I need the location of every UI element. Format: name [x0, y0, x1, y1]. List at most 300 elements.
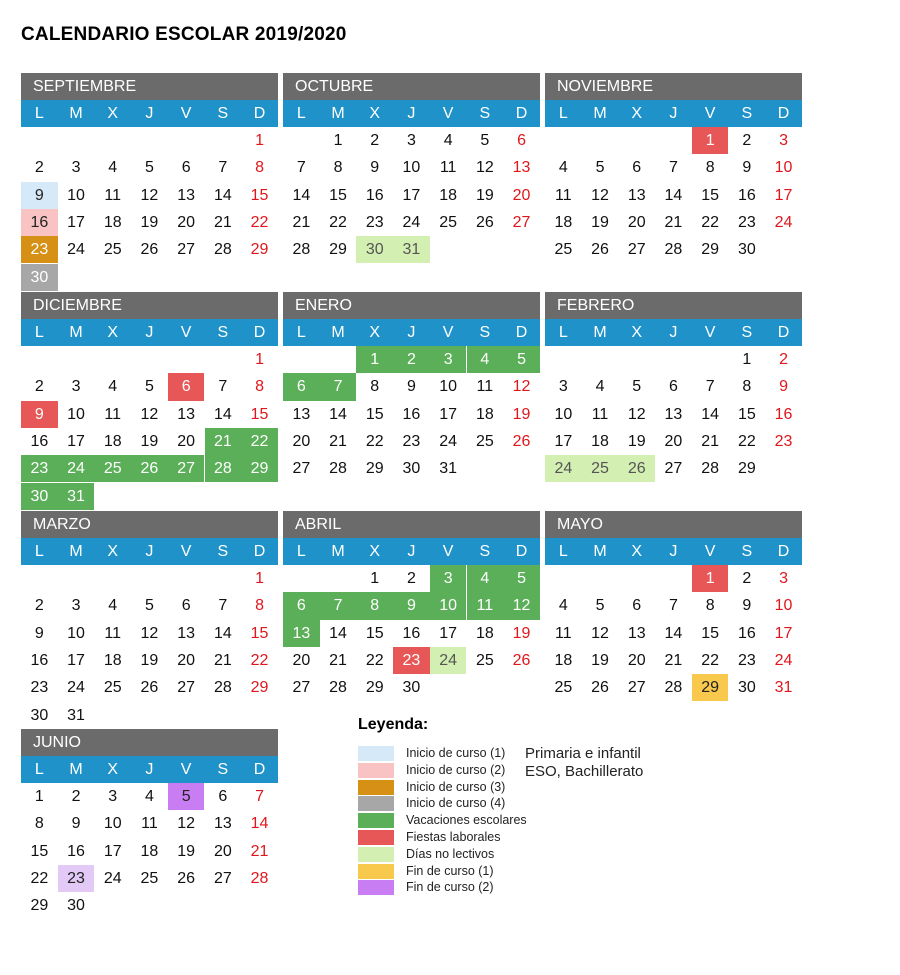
weekday-label: D [253, 761, 266, 778]
weekday-label: V [180, 105, 192, 122]
day-cell: 10 [103, 815, 122, 833]
weekday-label: X [107, 324, 119, 341]
weekday-header [283, 538, 540, 565]
month-name: NOVIEMBRE [545, 73, 802, 100]
day-cell: 22 [241, 428, 278, 455]
day-cell: 11 [104, 186, 122, 204]
weekday-label: L [558, 543, 568, 560]
day-cell: 21 [213, 213, 232, 231]
day-cell: 4 [108, 378, 118, 396]
day-cell: 17 [67, 651, 85, 669]
day-cell: 29 [737, 460, 756, 478]
day-grid [283, 127, 540, 319]
day-cell: 7 [705, 378, 715, 396]
day-cell: 2 [34, 597, 44, 615]
day-cell: 24 [103, 869, 122, 887]
day-cell: 21 [329, 651, 347, 669]
day-cell: 15 [250, 405, 269, 423]
weekday-label: J [407, 543, 416, 560]
weekday-label: M [331, 105, 345, 122]
day-cell: 15 [30, 842, 49, 860]
day-cell: 12 [177, 815, 196, 833]
weekday-label: D [777, 543, 790, 560]
day-cell: 20 [292, 432, 311, 450]
day-cell: 23 [402, 432, 421, 450]
day-cell: 18 [554, 651, 573, 669]
weekday-label: S [741, 105, 753, 122]
weekday-label: J [145, 543, 154, 560]
day-cell: 5 [168, 783, 205, 810]
month-marzo [21, 511, 278, 757]
day-cell: 29 [241, 455, 278, 482]
day-cell: 19 [140, 651, 159, 669]
day-cell: 19 [140, 213, 159, 231]
day-cell: 13 [177, 624, 196, 642]
day-cell: 25 [554, 241, 573, 259]
day-cell: 23 [774, 432, 793, 450]
day-cell: 10 [402, 159, 421, 177]
month-name: DICIEMBRE [21, 292, 278, 319]
weekday-label: L [558, 105, 568, 122]
day-cell: 24 [402, 213, 421, 231]
day-cell: 9 [34, 624, 44, 642]
day-cell: 30 [21, 264, 58, 291]
legend-item [358, 846, 658, 863]
day-cell: 9 [779, 378, 788, 396]
day-cell: 16 [737, 624, 756, 642]
day-cell: 26 [140, 679, 159, 697]
day-cell: 2 [393, 346, 430, 373]
day-cell: 25 [94, 455, 131, 482]
day-cell: 24 [545, 455, 582, 482]
day-cell: 24 [430, 647, 467, 674]
day-cell: 21 [250, 842, 269, 860]
day-cell: 16 [402, 405, 421, 423]
weekday-label: S [217, 761, 229, 778]
day-cell: 12 [591, 186, 609, 204]
legend-label: Inicio de curso (3) [406, 779, 506, 794]
day-cell: 28 [701, 460, 720, 478]
day-cell: 14 [292, 186, 311, 204]
weekday-label: S [217, 105, 229, 122]
day-cell: 24 [58, 455, 95, 482]
day-cell: 26 [131, 455, 168, 482]
month-mayo [545, 511, 802, 757]
day-cell: 14 [213, 405, 232, 423]
weekday-label: M [69, 324, 83, 341]
day-cell: 25 [103, 241, 122, 259]
day-cell: 4 [108, 159, 118, 177]
day-cell: 19 [512, 405, 531, 423]
day-cell: 17 [554, 432, 573, 450]
weekday-label: L [34, 761, 44, 778]
weekday-label: S [479, 543, 491, 560]
day-cell: 27 [177, 679, 196, 697]
legend-title: Leyenda: [358, 716, 429, 733]
day-cell: 28 [213, 679, 232, 697]
day-cell: 4 [467, 346, 504, 373]
weekday-label: J [407, 105, 416, 122]
day-cell: 1 [742, 351, 752, 368]
day-cell: 4 [595, 378, 605, 396]
weekday-header [21, 319, 278, 346]
weekday-label: L [34, 543, 44, 560]
day-cell: 3 [406, 132, 416, 149]
day-cell: 11 [104, 624, 122, 642]
day-cell: 18 [591, 432, 609, 450]
day-cell: 4 [108, 597, 118, 615]
day-cell: 22 [250, 213, 269, 231]
day-cell: 1 [333, 132, 343, 149]
weekday-label: V [442, 324, 454, 341]
weekday-header [545, 100, 802, 127]
day-cell: 8 [34, 815, 44, 833]
day-grid [545, 127, 802, 319]
day-cell: 31 [393, 236, 430, 263]
day-cell: 19 [591, 213, 609, 231]
day-cell: 25 [439, 213, 458, 231]
day-cell: 17 [103, 842, 122, 860]
day-cell: 6 [632, 159, 642, 177]
day-cell: 9 [406, 378, 416, 396]
weekday-label: D [515, 543, 528, 560]
day-cell: 3 [558, 378, 568, 396]
legend-note-eso: ESO, Bachillerato [525, 763, 644, 780]
day-cell: 29 [30, 897, 49, 915]
day-cell: 5 [480, 132, 490, 149]
weekday-label: V [180, 761, 192, 778]
day-cell: 12 [475, 159, 494, 177]
day-cell: 23 [365, 213, 384, 231]
day-cell: 5 [595, 597, 605, 615]
day-cell: 26 [618, 455, 655, 482]
day-cell: 3 [71, 378, 81, 396]
day-cell: 7 [320, 373, 357, 400]
day-cell: 24 [774, 213, 793, 231]
day-cell: 4 [467, 565, 504, 592]
day-cell: 18 [554, 213, 573, 231]
day-cell: 28 [213, 241, 232, 259]
day-grid [283, 346, 540, 538]
legend-label: Fiestas laborales [406, 830, 501, 844]
day-cell: 7 [218, 597, 228, 615]
day-cell: 26 [177, 869, 196, 887]
day-cell: 16 [21, 209, 58, 236]
page-title: CALENDARIO ESCOLAR 2019/2020 [21, 24, 347, 45]
day-cell: 10 [67, 405, 85, 423]
day-cell: 7 [296, 159, 306, 177]
day-cell: 7 [320, 592, 357, 619]
weekday-label: M [69, 543, 83, 560]
day-cell: 5 [595, 159, 605, 177]
weekday-label: J [669, 105, 678, 122]
weekday-header [283, 319, 540, 346]
day-cell: 4 [558, 597, 568, 615]
legend-swatch [358, 746, 394, 761]
day-cell: 19 [140, 432, 159, 450]
day-cell: 20 [177, 213, 196, 231]
legend-item [358, 879, 658, 896]
day-cell: 14 [213, 186, 232, 204]
month-febrero [545, 292, 802, 538]
day-cell: 29 [692, 674, 729, 701]
day-cell: 23 [737, 213, 756, 231]
weekday-label: D [777, 324, 790, 341]
day-cell: 17 [774, 624, 793, 642]
day-cell: 28 [329, 460, 347, 478]
day-cell: 22 [737, 432, 756, 450]
day-cell: 30 [737, 679, 756, 697]
legend-swatch [358, 880, 394, 895]
day-cell: 28 [329, 679, 347, 697]
month-name: SEPTIEMBRE [21, 73, 278, 100]
day-cell: 13 [177, 405, 196, 423]
day-cell: 17 [774, 186, 793, 204]
day-cell: 27 [627, 241, 646, 259]
day-cell: 30 [402, 460, 421, 478]
day-cell: 13 [283, 620, 320, 647]
weekday-label: J [669, 324, 678, 341]
day-cell: 30 [30, 706, 49, 724]
day-cell: 28 [292, 241, 311, 259]
day-cell: 11 [141, 815, 158, 833]
weekday-label: X [631, 543, 643, 560]
day-cell: 6 [632, 597, 642, 615]
weekday-header [21, 100, 278, 127]
legend-label: Fin de curso (2) [406, 880, 494, 895]
day-cell: 13 [512, 159, 531, 177]
day-cell: 25 [582, 455, 619, 482]
day-cell: 6 [181, 159, 191, 177]
day-cell: 20 [627, 651, 646, 669]
legend-swatch [358, 830, 394, 845]
weekday-label: X [107, 105, 119, 122]
day-cell: 2 [370, 132, 380, 149]
day-cell: 25 [554, 679, 573, 697]
weekday-label: M [331, 324, 345, 341]
month-noviembre [545, 73, 802, 319]
day-cell: 19 [627, 432, 646, 450]
weekday-label: M [331, 543, 345, 560]
weekday-label: D [777, 105, 790, 122]
day-cell: 15 [365, 624, 384, 642]
weekday-label: S [741, 324, 753, 341]
month-name: ABRIL [283, 511, 540, 538]
day-cell: 31 [774, 679, 793, 697]
legend-swatch [358, 864, 394, 879]
day-cell: 10 [774, 597, 793, 615]
day-cell: 31 [439, 460, 458, 478]
day-cell: 9 [393, 592, 430, 619]
day-cell: 8 [742, 378, 752, 396]
day-cell: 6 [517, 132, 526, 149]
month-junio [21, 729, 278, 975]
day-cell: 17 [402, 186, 421, 204]
day-cell: 12 [591, 624, 609, 642]
day-cell: 10 [554, 405, 573, 423]
day-cell: 28 [205, 455, 242, 482]
day-cell: 27 [292, 460, 311, 478]
day-cell: 24 [774, 651, 793, 669]
day-cell: 12 [140, 405, 159, 423]
legend-swatch [358, 796, 394, 811]
day-grid [21, 346, 278, 538]
legend-label: Inicio de curso (4) [406, 796, 506, 811]
day-cell: 23 [30, 679, 49, 697]
weekday-label: L [296, 543, 306, 560]
weekday-label: J [669, 543, 678, 560]
legend-label: Días no lectivos [406, 846, 495, 861]
day-cell: 1 [34, 788, 44, 805]
day-cell: 5 [144, 378, 154, 396]
weekday-label: D [515, 324, 528, 341]
day-grid [21, 783, 278, 975]
day-cell: 4 [443, 132, 453, 149]
day-cell: 13 [627, 186, 646, 204]
day-cell: 5 [144, 597, 154, 615]
day-cell: 11 [467, 592, 504, 619]
day-cell: 9 [742, 159, 752, 177]
legend-swatch [358, 780, 394, 795]
day-cell: 31 [58, 483, 95, 510]
weekday-label: M [593, 105, 607, 122]
day-cell: 26 [591, 241, 609, 259]
day-cell: 3 [779, 570, 788, 587]
weekday-label: X [369, 105, 381, 122]
day-cell: 16 [30, 651, 49, 669]
weekday-label: V [704, 324, 716, 341]
day-cell: 8 [705, 597, 715, 615]
day-cell: 1 [255, 351, 264, 368]
day-cell: 16 [365, 186, 384, 204]
day-cell: 7 [668, 159, 678, 177]
day-cell: 16 [737, 186, 756, 204]
day-cell: 29 [701, 241, 720, 259]
weekday-label: V [704, 105, 716, 122]
legend-item [358, 829, 658, 846]
day-cell: 1 [356, 346, 393, 373]
day-cell: 15 [701, 186, 720, 204]
day-cell: 30 [737, 241, 756, 259]
month-name: MAYO [545, 511, 802, 538]
legend-swatch [358, 763, 394, 778]
weekday-label: D [253, 324, 266, 341]
weekday-label: X [631, 324, 643, 341]
day-cell: 19 [177, 842, 196, 860]
day-cell: 8 [370, 378, 380, 396]
legend-item [358, 795, 658, 812]
legend-label: Fin de curso (1) [406, 863, 494, 878]
day-cell: 14 [701, 405, 720, 423]
day-cell: 14 [664, 186, 683, 204]
weekday-label: J [145, 105, 154, 122]
day-cell: 23 [58, 865, 95, 892]
weekday-label: J [407, 324, 416, 341]
day-cell: 26 [475, 213, 494, 231]
day-cell: 7 [668, 597, 678, 615]
day-cell: 26 [512, 432, 531, 450]
day-cell: 2 [34, 378, 44, 396]
day-cell: 23 [21, 236, 58, 263]
day-cell: 12 [512, 378, 531, 396]
month-diciembre [21, 292, 278, 538]
day-cell: 25 [140, 869, 159, 887]
day-cell: 29 [250, 241, 269, 259]
day-cell: 1 [255, 132, 264, 149]
day-cell: 10 [67, 624, 85, 642]
day-cell: 15 [737, 405, 756, 423]
day-cell: 26 [512, 651, 531, 669]
day-cell: 2 [742, 132, 752, 149]
month-enero [283, 292, 540, 538]
day-cell: 30 [356, 236, 393, 263]
day-cell: 28 [250, 869, 269, 887]
legend-item [358, 812, 658, 829]
weekday-header [545, 538, 802, 565]
legend-note-primaria: Primaria e infantil [525, 745, 641, 762]
day-cell: 22 [250, 651, 269, 669]
day-cell: 10 [430, 592, 467, 619]
day-cell: 5 [144, 159, 154, 177]
day-cell: 18 [140, 842, 159, 860]
day-cell: 1 [370, 570, 380, 587]
day-cell: 29 [365, 460, 384, 478]
day-cell: 23 [21, 455, 58, 482]
day-cell: 20 [627, 213, 646, 231]
day-cell: 9 [71, 815, 81, 833]
day-cell: 7 [218, 378, 228, 396]
day-cell: 21 [329, 432, 347, 450]
day-cell: 5 [503, 565, 540, 592]
day-cell: 17 [67, 432, 85, 450]
weekday-header [21, 538, 278, 565]
day-cell: 16 [774, 405, 793, 423]
day-cell: 18 [475, 624, 494, 642]
day-cell: 30 [21, 483, 58, 510]
day-cell: 11 [555, 624, 572, 642]
day-cell: 16 [67, 842, 85, 860]
day-cell: 22 [365, 651, 384, 669]
month-name: JUNIO [21, 729, 278, 756]
day-cell: 27 [627, 679, 646, 697]
weekday-label: L [34, 324, 44, 341]
day-cell: 12 [503, 592, 540, 619]
day-cell: 1 [255, 570, 264, 587]
weekday-header [283, 100, 540, 127]
day-cell: 30 [402, 679, 421, 697]
weekday-label: X [369, 324, 381, 341]
day-cell: 6 [668, 378, 678, 396]
weekday-label: L [34, 105, 44, 122]
day-cell: 13 [292, 405, 311, 423]
day-cell: 8 [333, 159, 343, 177]
day-cell: 11 [104, 405, 122, 423]
weekday-label: D [253, 543, 266, 560]
month-septiembre [21, 73, 278, 319]
day-cell: 5 [503, 346, 540, 373]
weekday-label: M [69, 105, 83, 122]
weekday-label: D [253, 105, 266, 122]
day-cell: 2 [71, 788, 81, 805]
weekday-label: X [107, 543, 119, 560]
day-cell: 13 [177, 186, 196, 204]
day-cell: 11 [439, 159, 457, 177]
day-cell: 18 [103, 432, 122, 450]
day-grid [545, 346, 802, 538]
weekday-label: V [704, 543, 716, 560]
day-cell: 10 [439, 378, 458, 396]
legend-label: Inicio de curso (1) [406, 746, 506, 760]
